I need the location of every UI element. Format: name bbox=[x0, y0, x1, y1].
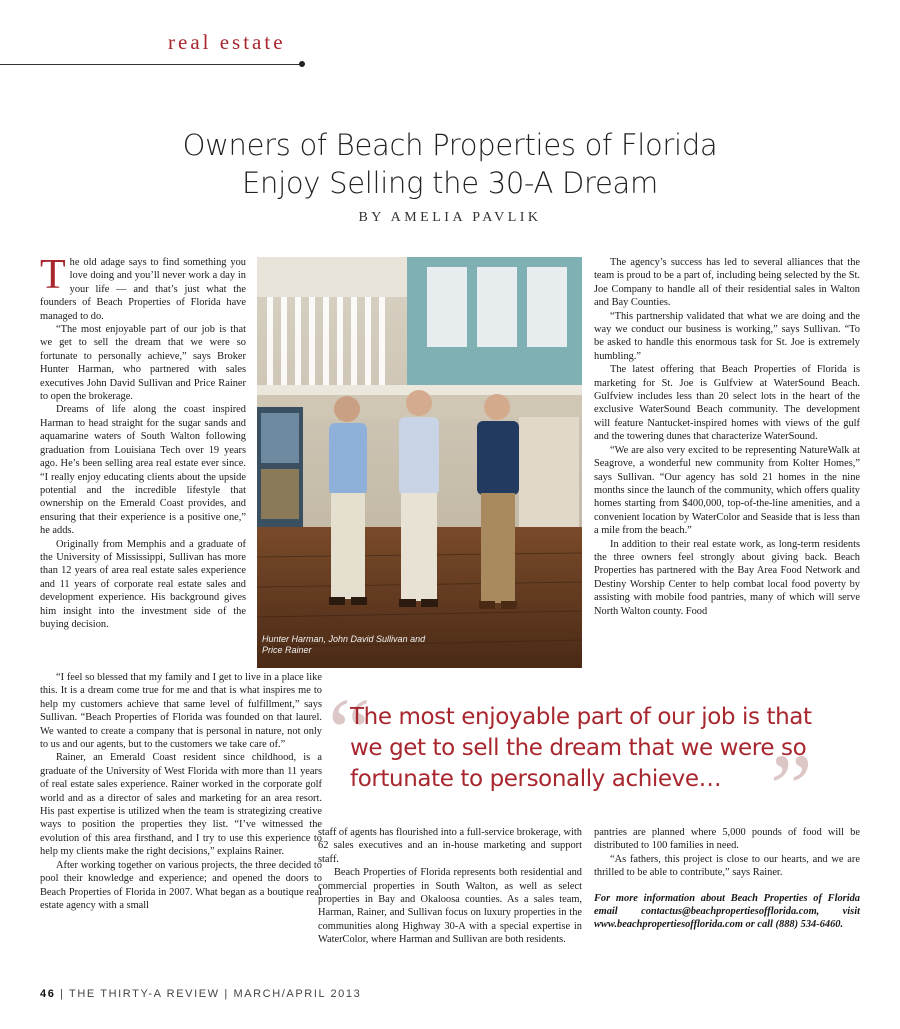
page-number: 46 bbox=[40, 988, 56, 1000]
paragraph: “As fathers, this project is close to our hearts, and we are thrilled to be able to contribute,” says Rainer. bbox=[594, 853, 860, 879]
photo-caption: Hunter Harman, John David Sullivan and Price Rainer bbox=[262, 634, 426, 655]
column-2-bottom bbox=[318, 826, 582, 947]
section-rule-dot bbox=[299, 61, 305, 67]
column-3-bottom bbox=[594, 826, 860, 932]
paragraph: “We are also very excited to be representing NatureWalk at Seagrove, a wonderful new community from Kolter Homes,” says Sullivan. “Our agency has sold 21 homes in the nine months since the launch of the community, which offers quality homes starting from $400,000, top-of-the-line amenities, and a convenient location by WaterColor and Seaside that is less than a mile from the beach.” bbox=[594, 444, 860, 537]
paragraph bbox=[40, 252, 246, 323]
contact-info: For more information about Beach Properties of Florida email contactus@beachpropertiesofflorida.com, visit www.beachpropertiesofflorida.com or call (888) 534-6460. bbox=[594, 892, 860, 931]
column-1-bottom bbox=[40, 671, 322, 912]
folio-separator: | bbox=[60, 988, 65, 1000]
paragraph: staff of agents has flourished into a full-service brokerage, with 62 sales executives and an in-house marketing and support staff. bbox=[318, 827, 582, 865]
paragraph: After working together on various projects, the three decided to pool their knowledge and experience; and opened the doors to Beach Properties of Florida in 2007. What began as a boutique real estate agency with a small bbox=[40, 859, 322, 911]
paragraph: In addition to their real estate work, as long-term residents the three owners feel strongly about giving back. Beach Properties has partnered with the Bay Area Food Network and Destiny Worship Center to help combat local food poverty by assisting with mobile food pantries, many of which will serve North Walton county. Food bbox=[594, 538, 860, 617]
column-3-top bbox=[594, 256, 860, 618]
headline-line-2: Enjoy Selling the 30-A Dream bbox=[242, 166, 658, 200]
paragraph: “The most enjoyable part of our job is that we get to sell the dream that we were so fortunate to personally achieve,” says Broker Hunter Harman, who partnered with sales executives John David Sullivan and Price Rainer to open the brokerage. bbox=[40, 324, 246, 403]
headline bbox=[60, 126, 840, 202]
publication-name: THE THIRTY-A REVIEW bbox=[69, 988, 220, 1000]
paragraph: pantries are planned where 5,000 pounds of food will be distributed to 100 families in need. bbox=[594, 827, 860, 852]
column-1-top bbox=[40, 252, 246, 631]
paragraph: The agency’s success has led to several alliances that the team is proud to be a part of, including being selected by the St. Joe Company to handle all of their residential sales in Walton and Bay Counties. bbox=[594, 257, 860, 309]
paragraph: Rainer, an Emerald Coast resident since childhood, is a graduate of the University of West Florida with more than 11 years of real estate sales experience. Rainer worked in the corporate golf world and as a director of sales and marketing for an area resort. His past expertise is utilized when the team is strategizing creative ways to position the properties they list. “I’ve witnessed the evolution of this area firsthand, and I try to use this experience to help my clients make the right decisions,” explains Rainer. bbox=[40, 752, 322, 858]
paragraph: Originally from Memphis and a graduate of the University of Mississippi, Sullivan has more than 12 years of area real estate sales experience and 11 years of corporate real estate sales and development experience. His background gives him insight into the investment side of the buying decision. bbox=[40, 538, 246, 630]
folio bbox=[40, 988, 361, 1000]
close-quote-mark: ” bbox=[770, 734, 813, 841]
person-right bbox=[477, 394, 519, 609]
owners-photo bbox=[257, 257, 582, 668]
person-left bbox=[329, 396, 367, 605]
headline-line-1: Owners of Beach Properties of Florida bbox=[182, 128, 718, 162]
paragraph: The latest offering that Beach Properties of Florida is marketing for St. Joe is Gulfview at WaterSound Beach. Gulfview includes less than 20 select lots in the heart of the exclusive WaterSound Beach community. The development will feature Nantucket-inspired homes with views of the gulf and the towering dunes that characterize WaterSound. bbox=[594, 364, 860, 443]
paragraph: “This partnership validated that what we are doing and the way we conduct our business is working,” says Sullivan. “To be asked to handle this enormous task for St. Joe is extremely humbling.” bbox=[594, 310, 860, 362]
drop-cap: T bbox=[40, 252, 66, 298]
person-center bbox=[399, 390, 439, 607]
pull-quote-text: The most enjoyable part of our job is that we get to sell the dream that we were so fortunate to personally achieve… bbox=[350, 704, 812, 792]
paragraph: Beach Properties of Florida represents both residential and commercial properties in South Walton, as well as select properties in Bay and Okaloosa counties. As a sales team, Harman, Rainer, and Sullivan focus on luxury properties in the communities along Highway 30-A with a special expertise in WaterColor, where Harman and Sullivan are both residents. bbox=[318, 867, 582, 946]
paragraph: “I feel so blessed that my family and I get to live in a place like this. It is a dream come true for me and that is what inspires me to help my customers achieve that same level of fulfillment,” says Sullivan. “Beach Properties of Florida was founded on that laurel. We wanted to create a company that is personal in nature, not only to us and our agents, but to the customers we take care of.” bbox=[40, 672, 322, 751]
paragraph: Dreams of life along the coast inspired Harman to head straight for the sugar sands and aquamarine waters of South Walton following graduation from Louisiana Tech over 19 years ago. He’s been selling area real estate ever since. “I really enjoy educating clients about the upside potential and the incredible lifestyle that ownership on the Emerald Coast provides, and ensuring that their experience is a positive one,” he adds. bbox=[40, 404, 246, 537]
section-rule bbox=[0, 64, 302, 65]
folio-separator: | bbox=[224, 988, 229, 1000]
section-label: real estate bbox=[168, 30, 286, 54]
byline: BY AMELIA PAVLIK bbox=[358, 210, 542, 225]
issue-date: MARCH/APRIL 2013 bbox=[233, 988, 362, 1000]
paragraph-text: he old adage says to find something you love doing and you’ll never work a day in your life — and that’s just what the founders of Beach Properties of Florida have managed to do. bbox=[40, 257, 246, 322]
open-quote-mark: “ bbox=[328, 678, 371, 785]
photo-illustration bbox=[257, 257, 582, 668]
